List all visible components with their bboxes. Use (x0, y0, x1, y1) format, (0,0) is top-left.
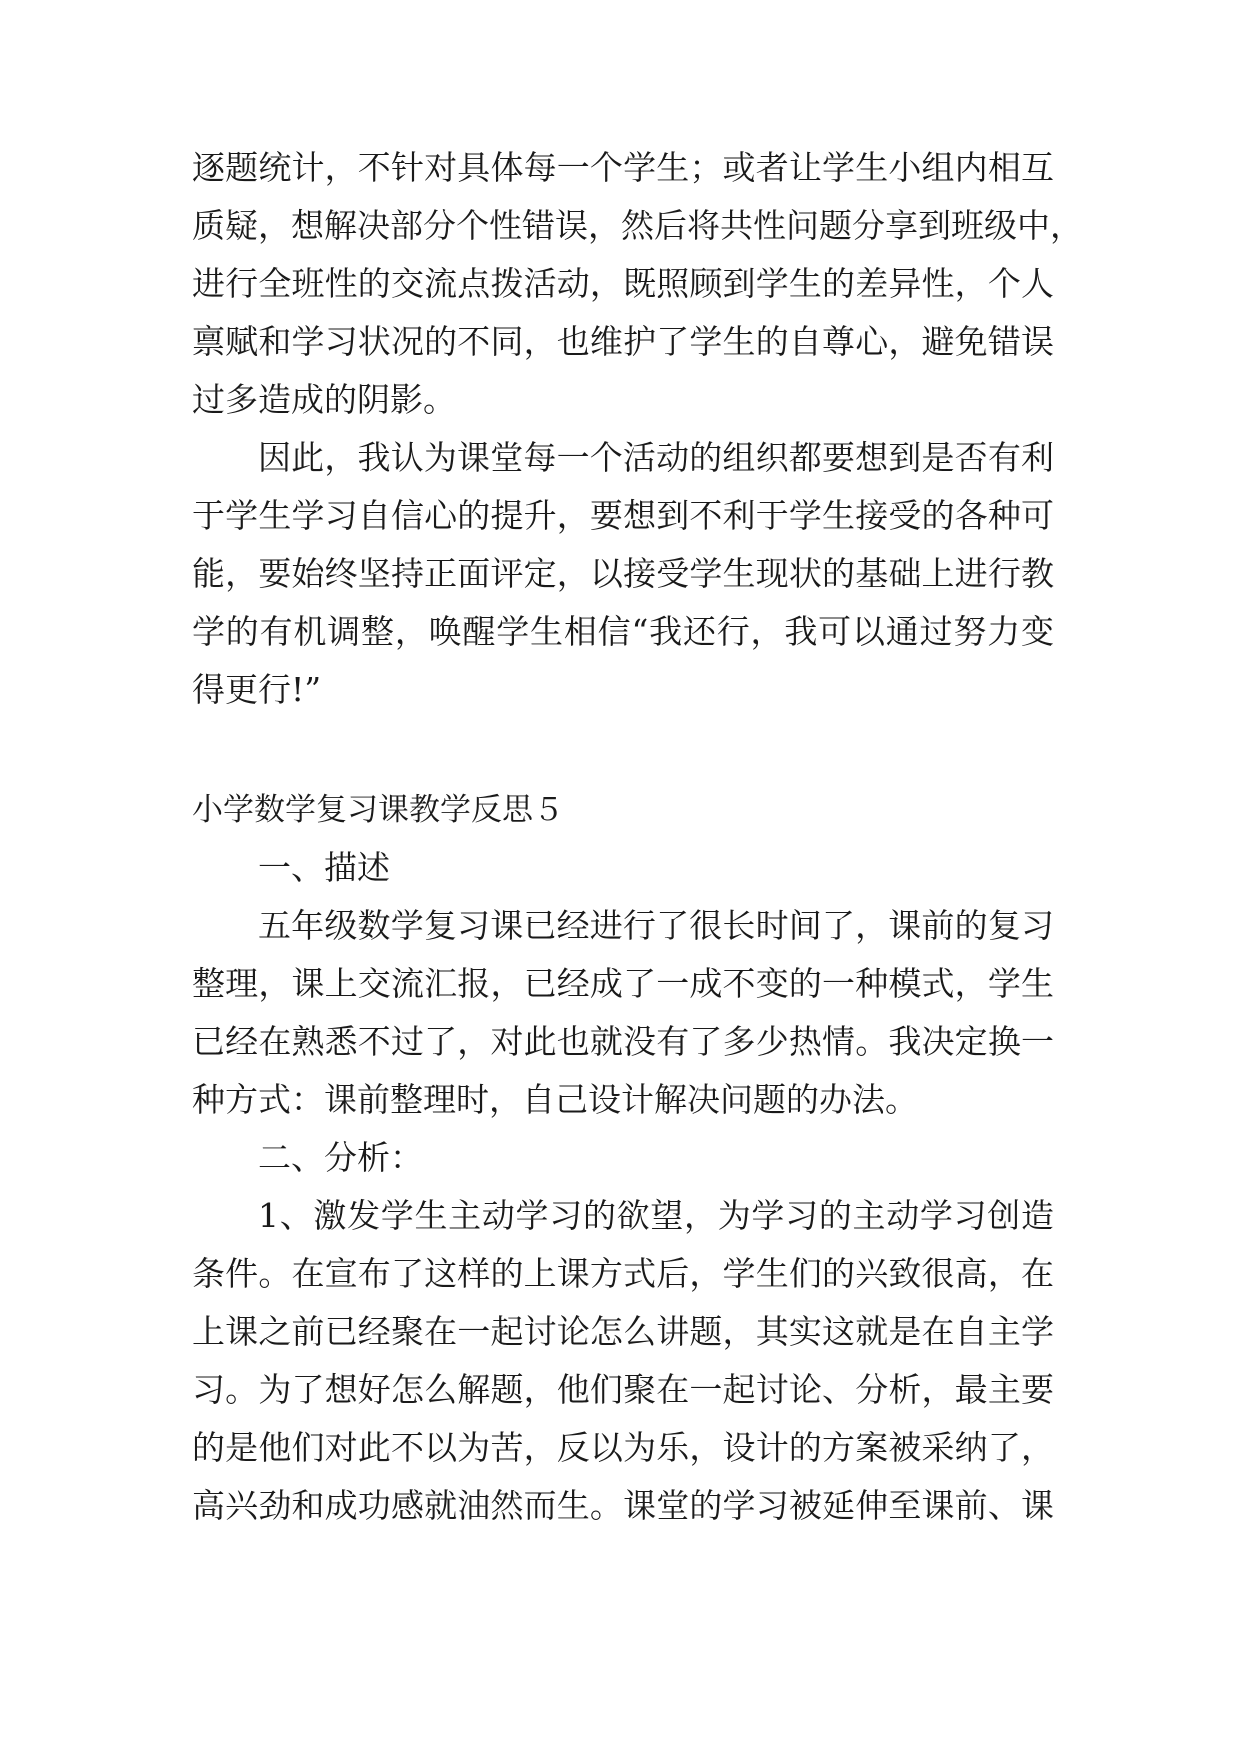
paragraph-line: 因此，我认为课堂每一个活动的组织都要想到是否有利 (258, 438, 1054, 477)
paragraph-line: 五年级数学复习课已经进行了很长时间了，课前的复习 (258, 906, 1054, 945)
paragraph-line: 于学生学习自信心的提升，要想到不利于学生接受的各种可 (192, 496, 1054, 535)
paragraph-line: 过多造成的阴影。 (192, 380, 456, 419)
paragraph-line: 条件。在宣布了这样的上课方式后，学生们的兴致很高，在 (192, 1254, 1054, 1293)
subheading-describe: 一、描述 (258, 848, 390, 887)
paragraph-line: 质疑，想解决部分个性错误，然后将共性问题分享到班级中， (192, 206, 1083, 245)
subheading-analysis: 二、分析： (258, 1138, 423, 1177)
paragraph-line: 上课之前已经聚在一起讨论怎么讲题，其实这就是在自主学 (192, 1312, 1054, 1351)
paragraph-line: 的是他们对此不以为苦，反以为乐，设计的方案被采纳了， (192, 1428, 1054, 1467)
paragraph-line: 1、激发学生主动学习的欲望，为学习的主动学习创造 (258, 1196, 1054, 1235)
paragraph-line: 进行全班性的交流点拨活动，既照顾到学生的差异性，个人 (192, 264, 1054, 303)
paragraph-line: 得更行!” (192, 670, 322, 709)
paragraph-line: 高兴劲和成功感就油然而生。课堂的学习被延伸至课前、课 (192, 1486, 1054, 1525)
paragraph-line: 整理，课上交流汇报，已经成了一成不变的一种模式，学生 (192, 964, 1054, 1003)
paragraph-line: 禀赋和学习状况的不同，也维护了学生的自尊心，避免错误 (192, 322, 1054, 361)
paragraph-line: 逐题统计，不针对具体每一个学生；或者让学生小组内相互 (192, 148, 1054, 187)
paragraph-line: 已经在熟悉不过了，对此也就没有了多少热情。我决定换一 (192, 1022, 1054, 1061)
paragraph-line: 能，要始终坚持正面评定，以接受学生现状的基础上进行教 (192, 554, 1054, 593)
paragraph-line: 学的有机调整，唤醒学生相信“我还行，我可以通过努力变 (192, 612, 1054, 651)
paragraph-line: 种方式：课前整理时，自己设计解决问题的办法。 (192, 1080, 918, 1119)
section-title: 小学数学复习课教学反思５ (192, 792, 564, 828)
paragraph-line: 习。为了想好怎么解题，他们聚在一起讨论、分析，最主要 (192, 1370, 1054, 1409)
